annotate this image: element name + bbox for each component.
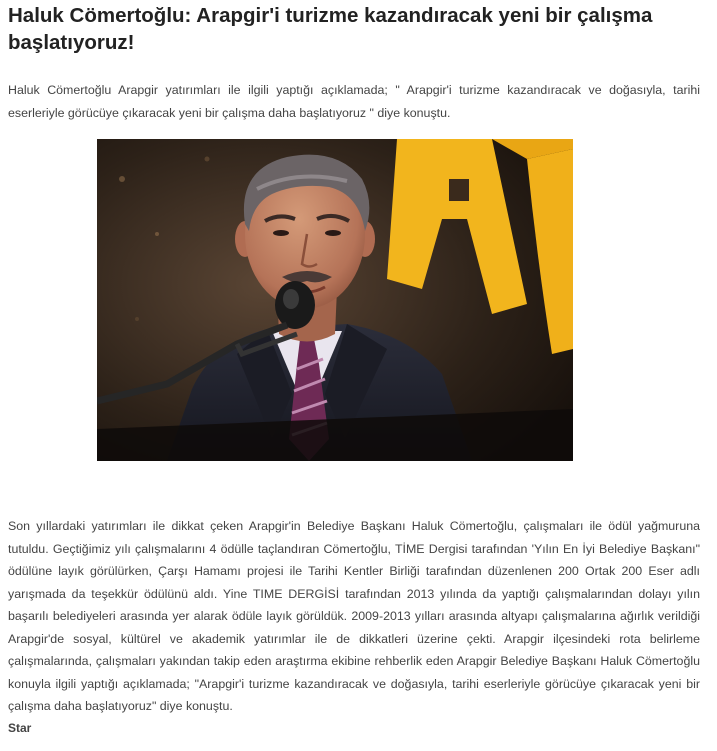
article-lead: Haluk Cömertoğlu Arapgir yatırımları ile ilgili yaptığı açıklamada; " Arapgir'i turizme kazandıracak ve doğasıyla, tarihi eserleriyle görücüye çıkaracak yeni bir çalışma daha başlatıyoruz " diye konuştu. [8,83,700,120]
article-photo [97,139,573,461]
article-source: Star [8,721,32,735]
article-body: Son yıllardaki yatırımları ile dikkat çeken Arapgir'in Belediye Başkanı Haluk Cömertoğlu, çalışmaları ile ödül yağmuruna tutuldu. Geçtiğimiz yılı çalışmalarını 4 ödülle taçlandıran Cömertoğlu, TİME Dergisi tarafından 'Yılın En İyi Belediye Başkanı" ödülüne layık görülürken, Çarşı Hamamı projesi ile Tarihi Kentler Birliği tarafından düzenlenen 200 Ortak 200 Eser adlı yarışmada da teşekkür ödülünü aldı. Yine TIME DERGİSİ tarafından 2013 yılında da yaptığı çalışmalarından dolayı yılın başarılı belediyeleri arasında yer alarak ödüle layık görüldük. 2009-2013 yılları arasında altyapı çalışmalarına ağırlık verildiği Arapgir'de sosyal, kültürel ve akademik yatırımlar ile de dikkatleri üzerine çekti. Arapgir ilçesindeki rota belirleme çalışmalarında, çalışmaları yakından takip eden araştırma ekibine rehberlik eden Arapgir Belediye Başkanı Haluk Cömertoğlu konuyla ilgili yaptığı açıklamada; "Arapgir'i turizme kazandıracak ve doğasıyla, tarihi eserleriyle görücüye çıkaracak yeni bir çalışma daha başlatıyoruz" diye konuştu. [8,519,700,713]
speaker-at-microphone-photo-icon [97,139,573,461]
article-headline: Haluk Cömertoğlu: Arapgir'i turizme kazandıracak yeni bir çalışma başlatıyoruz! [8,4,653,54]
